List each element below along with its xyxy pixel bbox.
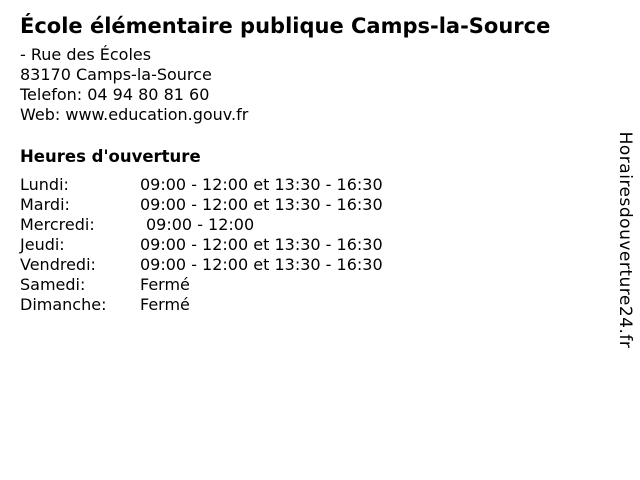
day-label: Samedi: xyxy=(20,275,86,294)
time-value: 09:00 - 12:00 et 13:30 - 16:30 xyxy=(140,175,383,194)
time-value: 09:00 - 12:00 et 13:30 - 16:30 xyxy=(140,195,383,214)
address-street: - Rue des Écoles xyxy=(20,45,152,64)
phone-line: Telefon: 04 94 80 81 60 xyxy=(20,85,210,104)
hours-row-wednesday xyxy=(20,215,600,235)
hours-row-sunday xyxy=(20,295,600,315)
watermark-vertical-text: Horairesdouverture24.fr xyxy=(615,131,635,349)
opening-hours-table xyxy=(20,175,600,315)
day-label: Dimanche: xyxy=(20,295,107,314)
business-info-page xyxy=(20,13,600,315)
page-title: École élémentaire publique Camps-la-Source xyxy=(20,14,551,38)
website-line: Web: www.education.gouv.fr xyxy=(20,105,249,124)
hours-row-monday xyxy=(20,175,600,195)
hours-row-saturday xyxy=(20,275,600,295)
day-label: Lundi: xyxy=(20,175,69,194)
time-value: 09:00 - 12:00 xyxy=(146,215,255,234)
address-block xyxy=(20,45,600,125)
hours-row-friday xyxy=(20,255,600,275)
day-label: Jeudi: xyxy=(20,235,65,254)
day-label: Mardi: xyxy=(20,195,70,214)
opening-hours-heading: Heures d'ouverture xyxy=(20,147,201,166)
day-label: Mercredi: xyxy=(20,215,95,234)
address-city: 83170 Camps-la-Source xyxy=(20,65,212,84)
hours-row-tuesday xyxy=(20,195,600,215)
hours-row-thursday xyxy=(20,235,600,255)
time-value: 09:00 - 12:00 et 13:30 - 16:30 xyxy=(140,255,383,274)
time-value: Fermé xyxy=(140,275,190,294)
time-value: 09:00 - 12:00 et 13:30 - 16:30 xyxy=(140,235,383,254)
day-label: Vendredi: xyxy=(20,255,96,274)
time-value: Fermé xyxy=(140,295,190,314)
